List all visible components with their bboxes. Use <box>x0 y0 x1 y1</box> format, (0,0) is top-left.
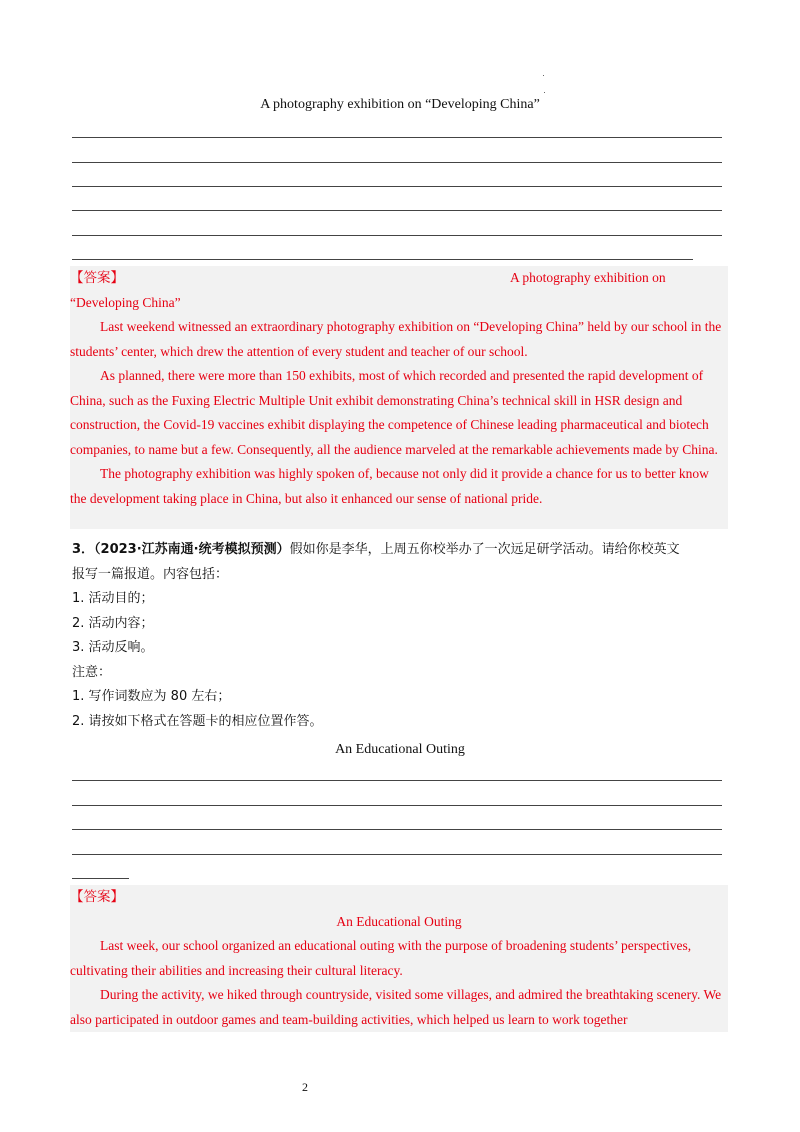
note-item: 2. 请按如下格式在答题卡的相应位置作答。 <box>72 713 323 729</box>
stray-mark <box>544 92 545 93</box>
answer-paragraph: Last week, our school organized an educational outing with the purpose of broadening students’ perspectives, cultivating their abilities and increasing their cultural literacy. <box>70 938 692 978</box>
question-prompt-cont: 报写一篇报道。内容包括： <box>72 566 229 582</box>
question-number: 3． <box>72 542 95 557</box>
page-number: 2 <box>302 1080 308 1094</box>
answer-title: A photography exhibition on <box>510 270 666 285</box>
writing-line <box>72 210 722 211</box>
writing-line <box>72 878 129 879</box>
answer-label: 【答案】 <box>70 889 124 904</box>
note-label: 注意： <box>72 664 112 680</box>
answer-paragraph: During the activity, we hiked through countryside, visited some villages, and admired the breathtaking scenery. We also participated in outdoor games and team-building activities, which helped us learn to work together <box>70 987 722 1027</box>
requirement-item: 3. 活动反响。 <box>72 640 154 655</box>
writing-line <box>72 186 722 187</box>
answer-block <box>70 266 728 529</box>
writing-line <box>72 137 722 138</box>
writing-line <box>72 854 722 855</box>
writing-line <box>72 780 722 781</box>
question-3 <box>72 538 732 734</box>
answer-block <box>70 885 728 1032</box>
requirement-item: 1. 活动目的； <box>72 591 154 606</box>
writing-line <box>72 235 722 236</box>
writing-title: An Educational Outing <box>335 742 465 757</box>
writing-line <box>72 259 693 260</box>
question-prompt: 假如你是李华，上周五你校举办了一次远足研学活动。请给你校英文 <box>289 542 680 557</box>
answer-paragraph: Last weekend witnessed an extraordinary photography exhibition on “Developing China” held by our school in the students’ center, which drew the attention of every student and teacher of our school. <box>70 319 722 359</box>
answer-title: An Educational Outing <box>336 913 462 929</box>
answer-paragraph: As planned, there were more than 150 exhibits, most of which recorded and presented the rapid development of China, such as the Fuxing Electric Multiple Unit exhibit demonstrating China’s technical skill in HSR design and construction, the Covid-19 vaccines exhibit displaying the competence of Chinese leading pharmaceutical and biotech companies, to name but a few. Consequently, all the audience marveled at the remarkable achievements made by China. <box>70 368 718 457</box>
stray-mark <box>543 75 544 76</box>
writing-line <box>72 829 722 830</box>
requirement-item: 2. 活动内容； <box>72 615 154 631</box>
answer-label: 【答案】 <box>70 270 124 285</box>
writing-line <box>72 162 722 163</box>
answer-paragraph: The photography exhibition was highly spoken of, because not only did it provide a chance for us to better know the development taking place in China, but also it enhanced our sense of national pride. <box>70 466 709 506</box>
note-item: 1. 写作词数应为 80 左右； <box>72 689 231 704</box>
question-source: （2023·江苏南通·统考模拟预测） <box>94 542 290 557</box>
writing-title: A photography exhibition on “Developing China” <box>260 97 540 112</box>
writing-line <box>72 805 722 806</box>
answer-title-cont: “Developing China” <box>70 294 181 310</box>
